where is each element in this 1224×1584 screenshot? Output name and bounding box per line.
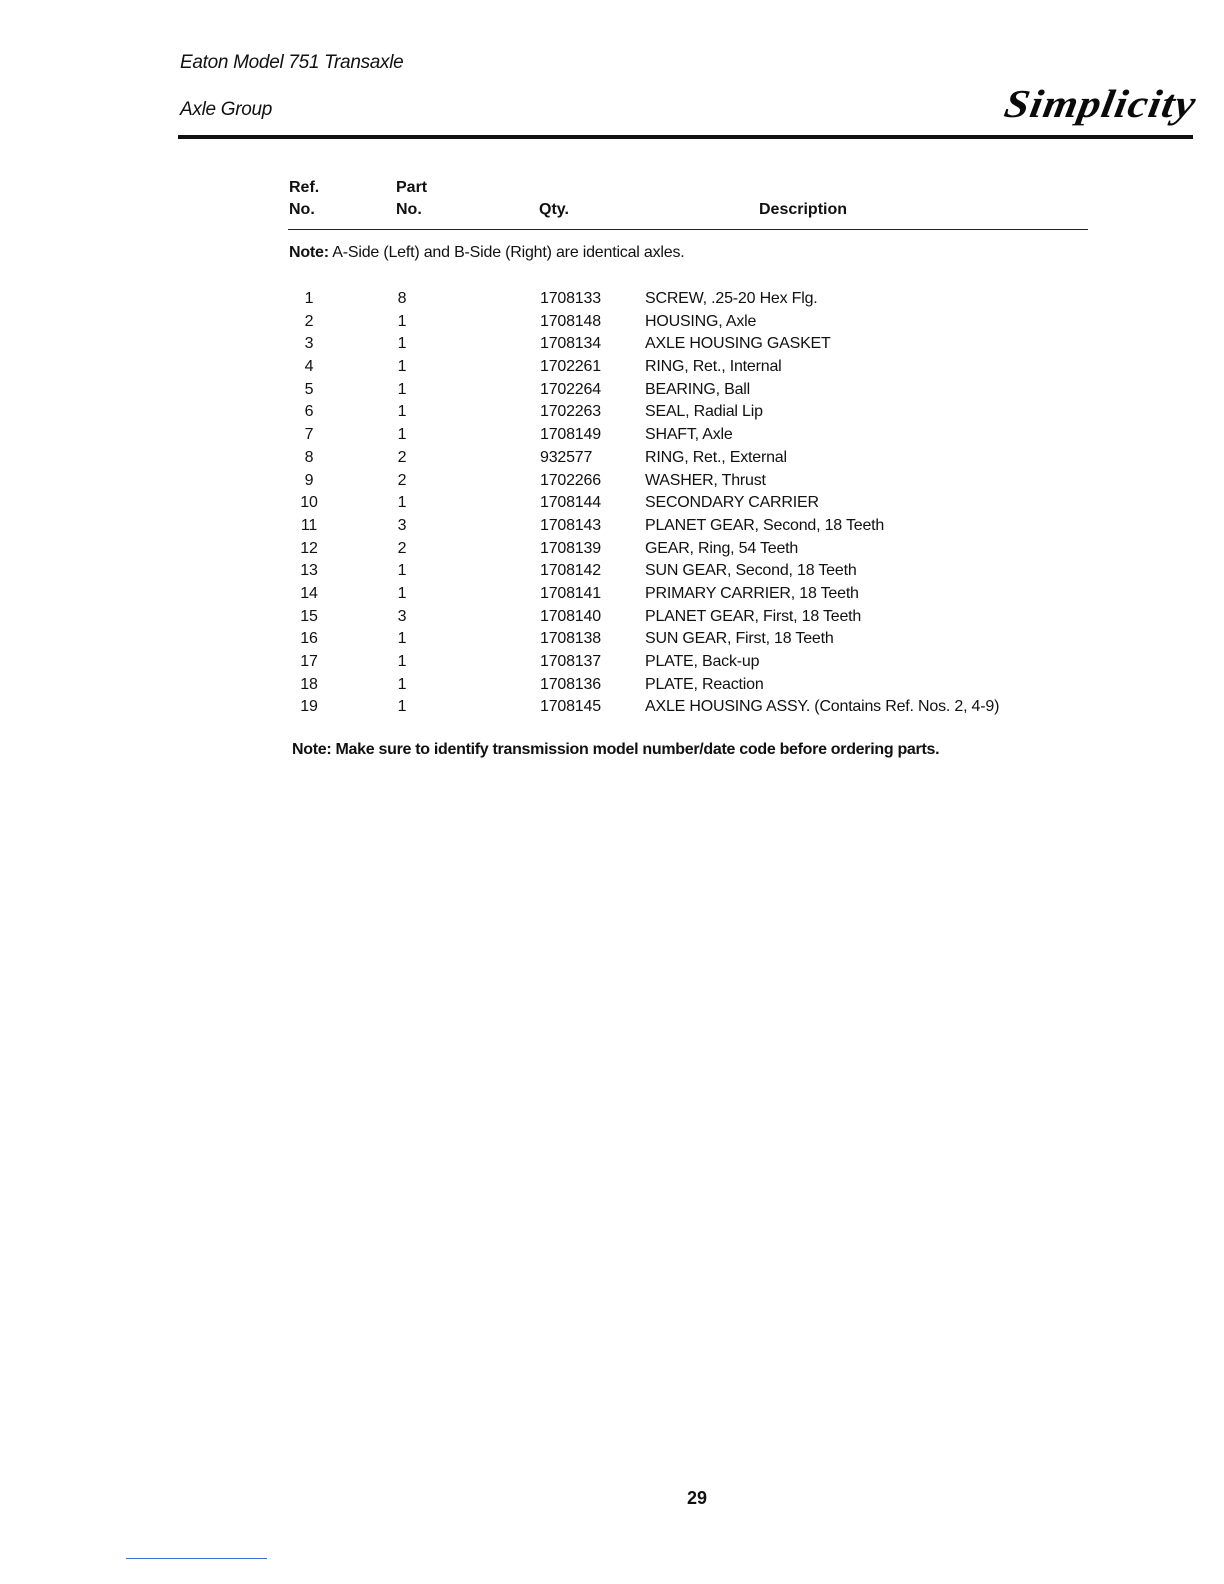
cell-description: BEARING, Ball [645, 380, 750, 398]
cell-description: PRIMARY CARRIER, 18 Teeth [645, 584, 859, 602]
table-row [289, 696, 1089, 719]
cell-ref-number: 5 [304, 380, 314, 398]
cell-quantity: 1702263 [540, 403, 601, 421]
column-header-ref-line1: Ref. [289, 179, 320, 196]
page-number: 29 [686, 1488, 708, 1508]
cell-part-number: 2 [397, 448, 407, 466]
cell-description: RING, Ret., Internal [645, 358, 782, 376]
cell-description: PLANET GEAR, First, 18 Teeth [645, 607, 862, 625]
cell-part-number: 1 [397, 494, 407, 512]
table-row [289, 356, 1089, 379]
cell-quantity: 1708134 [540, 335, 601, 353]
brand-logo: Simplicity [1001, 82, 1200, 127]
cell-part-number: 2 [397, 539, 407, 557]
cell-ref-number: 15 [300, 607, 318, 625]
table-row [289, 606, 1089, 629]
header-rule [178, 135, 1193, 139]
cell-description: RING, Ret., External [645, 448, 787, 466]
cell-quantity: 1708144 [540, 494, 601, 512]
footer-line [126, 1558, 267, 1559]
cell-description: SCREW, .25-20 Hex Flg. [645, 290, 818, 307]
table-row [289, 401, 1089, 424]
cell-ref-number: 8 [304, 448, 314, 466]
table-row [289, 470, 1089, 493]
cell-part-number: 1 [397, 653, 407, 670]
cell-part-number: 1 [397, 698, 407, 716]
cell-quantity: 1708145 [540, 698, 601, 716]
cell-ref-number: 7 [304, 426, 314, 444]
table-row [289, 288, 1089, 311]
cell-part-number: 1 [397, 630, 407, 648]
cell-quantity: 1708140 [540, 607, 601, 625]
cell-ref-number: 19 [300, 698, 318, 716]
cell-quantity: 1708148 [540, 312, 601, 330]
cell-part-number: 1 [397, 312, 407, 330]
cell-part-number: 8 [397, 290, 407, 307]
cell-quantity: 1708138 [540, 630, 601, 648]
table-row [289, 583, 1089, 606]
table-row [289, 515, 1089, 538]
cell-part-number: 1 [397, 675, 407, 693]
cell-description: GEAR, Ring, 54 Teeth [645, 539, 799, 557]
cell-ref-number: 11 [300, 516, 318, 534]
cell-quantity: 1708149 [540, 426, 601, 444]
column-header-ref-line2: No. [289, 201, 315, 218]
table-row [289, 447, 1089, 470]
cell-part-number: 1 [397, 403, 407, 421]
cell-quantity: 1708139 [540, 539, 601, 557]
cell-description: AXLE HOUSING ASSY. (Contains Ref. Nos. 2, 4-9) [645, 698, 1000, 716]
table-row [289, 379, 1089, 402]
cell-ref-number: 1 [304, 290, 314, 307]
cell-ref-number: 12 [300, 539, 318, 557]
table-row [289, 651, 1089, 674]
cell-quantity: 1702266 [540, 471, 601, 489]
column-header-rule [288, 229, 1088, 230]
column-header-part [396, 177, 427, 221]
cell-quantity: 1708141 [540, 584, 601, 602]
cell-ref-number: 3 [304, 335, 314, 353]
cell-ref-number: 10 [300, 494, 318, 512]
cell-ref-number: 14 [300, 584, 318, 602]
cell-description: HOUSING, Axle [645, 312, 757, 330]
table-row [289, 311, 1089, 334]
cell-part-number: 1 [397, 358, 407, 376]
table-row [289, 424, 1089, 447]
cell-quantity: 1702261 [540, 358, 601, 376]
cell-ref-number: 4 [304, 358, 314, 376]
cell-ref-number: 13 [300, 562, 318, 580]
cell-quantity: 1708142 [540, 562, 601, 580]
cell-part-number: 1 [397, 584, 407, 602]
section-title: Axle Group [180, 99, 273, 120]
table-row [289, 333, 1089, 356]
note-text: A-Side (Left) and B-Side (Right) are identical axles. [332, 244, 685, 261]
cell-ref-number: 16 [300, 630, 318, 648]
column-header-qty: Qty. [539, 201, 569, 218]
document-title: Eaton Model 751 Transaxle [180, 52, 404, 73]
cell-description: SUN GEAR, First, 18 Teeth [645, 630, 834, 648]
cell-part-number: 3 [397, 516, 407, 534]
cell-description: SEAL, Radial Lip [645, 403, 763, 421]
cell-quantity: 1708136 [540, 675, 601, 693]
table-row [289, 492, 1089, 515]
column-header-part-line1: Part [396, 179, 428, 196]
column-header-part-line2: No. [396, 201, 422, 218]
cell-ref-number: 17 [300, 653, 318, 670]
table-row [289, 560, 1089, 583]
cell-ref-number: 9 [304, 471, 314, 489]
parts-list [289, 288, 1089, 719]
table-row [289, 674, 1089, 697]
cell-description: SECONDARY CARRIER [645, 494, 819, 512]
cell-description: SUN GEAR, Second, 18 Teeth [645, 562, 857, 580]
cell-description: AXLE HOUSING GASKET [645, 335, 831, 353]
column-header-description: Description [759, 201, 848, 218]
column-header-ref [289, 177, 319, 221]
cell-part-number: 3 [397, 607, 407, 625]
cell-ref-number: 6 [304, 403, 314, 421]
cell-description: PLATE, Back-up [645, 653, 760, 670]
note-ordering: Note: Make sure to identify transmission model number/date code before ordering parts. [292, 741, 940, 758]
note-identical-axles [289, 244, 685, 262]
cell-ref-number: 18 [300, 675, 318, 693]
cell-part-number: 1 [397, 380, 407, 398]
cell-description: SHAFT, Axle [645, 426, 733, 444]
cell-ref-number: 2 [304, 312, 314, 330]
cell-description: PLANET GEAR, Second, 18 Teeth [645, 516, 885, 534]
cell-part-number: 2 [397, 471, 407, 489]
cell-quantity: 1708133 [540, 290, 601, 307]
cell-description: WASHER, Thrust [645, 471, 766, 489]
cell-description: PLATE, Reaction [645, 675, 764, 693]
cell-part-number: 1 [397, 562, 407, 580]
cell-quantity: 1708137 [540, 653, 601, 670]
table-row [289, 628, 1089, 651]
table-row [289, 538, 1089, 561]
cell-part-number: 1 [397, 426, 407, 444]
cell-quantity: 1702264 [540, 380, 601, 398]
cell-quantity: 932577 [540, 448, 593, 466]
cell-quantity: 1708143 [540, 516, 601, 534]
note-label: Note: [289, 244, 329, 261]
cell-part-number: 1 [397, 335, 407, 353]
